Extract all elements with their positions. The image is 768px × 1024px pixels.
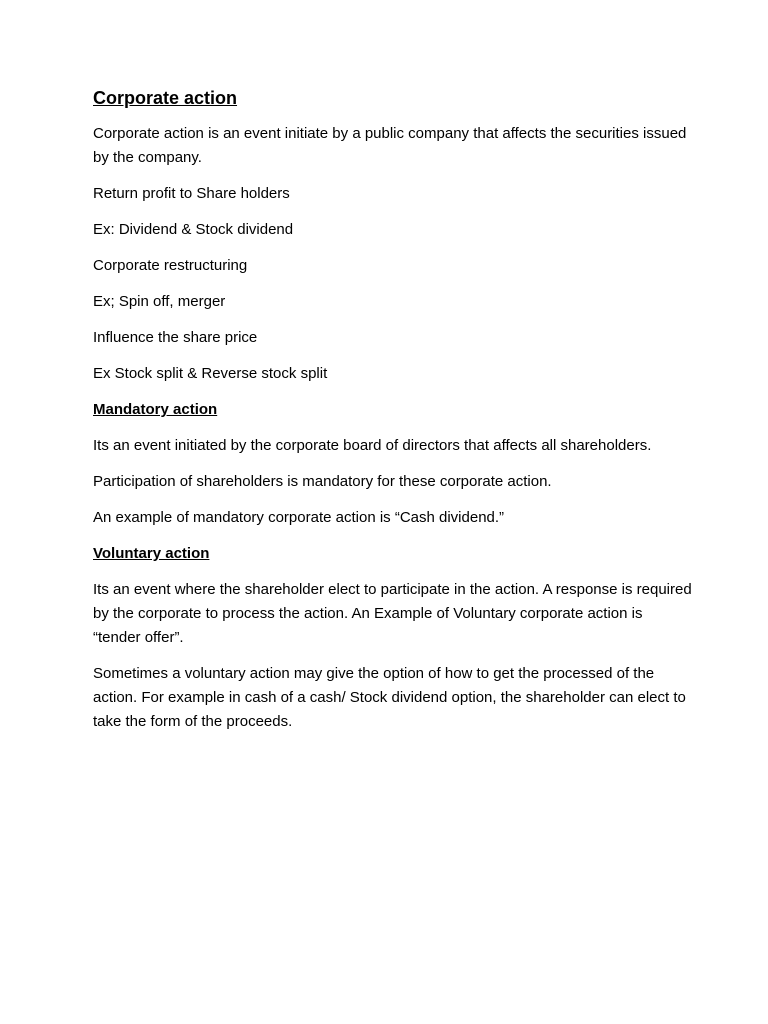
point-restructuring-example: Ex; Spin off, merger — [93, 293, 226, 310]
mandatory-paragraph: An example of mandatory corporate action is “Cash dividend.” — [93, 509, 505, 526]
mandatory-heading: Mandatory action — [93, 401, 218, 418]
intro-paragraph: Corporate action is an event initiate by a public company that affects the securities issued by the company. — [93, 125, 687, 166]
point-dividend-example: Ex: Dividend & Stock dividend — [93, 221, 294, 238]
document-title: Corporate action — [93, 88, 238, 108]
document-page — [93, 86, 693, 746]
voluntary-heading: Voluntary action — [93, 545, 210, 562]
mandatory-paragraph: Participation of shareholders is mandatory for these corporate action. — [93, 473, 552, 490]
point-share-price: Influence the share price — [93, 329, 258, 346]
point-restructuring: Corporate restructuring — [93, 257, 248, 274]
point-return-profit: Return profit to Share holders — [93, 185, 290, 202]
voluntary-paragraph: Its an event where the shareholder elect to participate in the action. A response is required by the corporate to process the action. An Example of Voluntary corporate action is “tender offer”. — [93, 581, 692, 646]
mandatory-paragraph: Its an event initiated by the corporate board of directors that affects all shareholders. — [93, 437, 652, 454]
voluntary-paragraph: Sometimes a voluntary action may give the option of how to get the processed of the action. For example in cash of a cash/ Stock dividend option, the shareholder can elect to take the form of the proceeds. — [93, 665, 686, 730]
point-share-price-example: Ex Stock split & Reverse stock split — [93, 365, 328, 382]
